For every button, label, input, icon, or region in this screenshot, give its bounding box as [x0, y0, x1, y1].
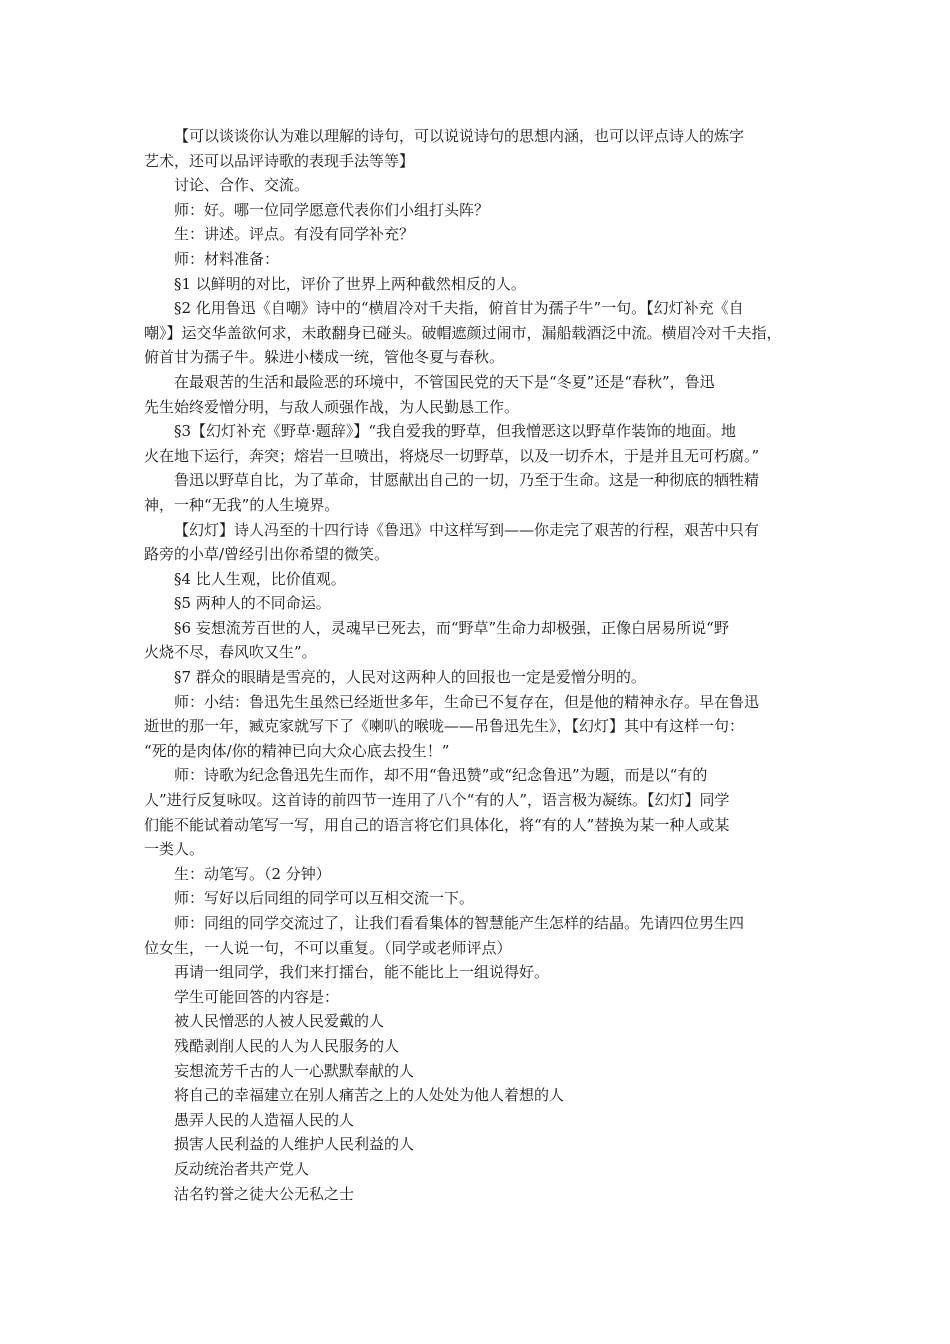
- paragraph: [174, 1108, 810, 1133]
- paragraph: [174, 591, 810, 616]
- paragraph: [174, 173, 810, 198]
- text-line: 【幻灯】诗人冯至的十四行诗《鲁迅》中这样写到——你走完了艰苦的行程，艰苦中只有: [174, 520, 760, 539]
- text-line: §3【幻灯补充《野草·题辞》】“我自爱我的野草，但我憎恶这以野草作装饰的地面。地: [174, 422, 736, 441]
- paragraph: [174, 862, 810, 887]
- paragraph: [174, 247, 810, 272]
- text-line: 路旁的小草/曾经引出你希望的微笑。: [144, 545, 390, 564]
- text-line: §6 妄想流芳百世的人，灵魂早已死去，而“野草”生命力却极强，正像白居易所说“野: [174, 618, 729, 637]
- text-line: §4 比人生观，比价值观。: [174, 569, 346, 588]
- text-line: 讨论、合作、交流。: [174, 176, 310, 195]
- text-line: 沽名钓誉之徒大公无私之士: [174, 1184, 355, 1203]
- paragraph: [174, 222, 810, 247]
- text-line: 师：诗歌为纪念鲁迅先生而作，却不用“鲁迅赞”或“纪念鲁迅”为题，而是以“有的: [174, 766, 708, 785]
- text-line: 师：小结：鲁迅先生虽然已经逝世多年，生命已不复存在，但是他的精神永存。早在鲁迅: [174, 692, 760, 711]
- text-line: 鲁迅以野草自比，为了革命，甘愿献出自己的一切，乃至于生命。这是一种彻底的牺牲精: [174, 471, 760, 490]
- text-line: 火在地下运行，奔突；熔岩一旦喷出，将烧尽一切野草，以及一切乔木，于是并且无可朽腐。”: [144, 446, 760, 465]
- text-line: 师：同组的同学交流过了，让我们看看集体的智慧能产生怎样的结晶。先请四位男生四: [174, 914, 745, 932]
- paragraph: [144, 911, 810, 960]
- text-line: 生：讲述。评点。有没有同学补充？: [174, 225, 415, 244]
- paragraph: [174, 1034, 810, 1059]
- text-line: 残酷剥削人民的人为人民服务的人: [174, 1036, 400, 1055]
- paragraph: [174, 1132, 810, 1157]
- paragraph: [144, 518, 810, 567]
- document-body: [144, 124, 810, 1206]
- text-line: 们能不能试着动笔写一写，用自己的语言将它们具体化，将“有的人”替换为某一种人或某: [144, 815, 730, 834]
- text-line: §7 群众的眼睛是雪亮的，人民对这两种人的回报也一定是爱憎分明的。: [174, 668, 646, 687]
- text-line: 将自己的幸福建立在别人痛苦之上的人处处为他人着想的人: [174, 1086, 565, 1105]
- text-line: 神，一种“无我”的人生境界。: [144, 495, 340, 514]
- text-line: §2 化用鲁迅《自嘲》诗中的“横眉冷对千夫指，俯首甘为孺子牛”一句。【幻灯补充《自: [174, 299, 744, 318]
- paragraph: [144, 296, 810, 370]
- paragraph: [174, 1009, 810, 1034]
- paragraph: [174, 198, 810, 223]
- text-line: 师：材料准备：: [174, 249, 280, 268]
- paragraph: [144, 690, 810, 764]
- text-line: 嘲》】运交华盖欲何求，未敢翻身已碰头。破帽遮颜过闹市，漏船载酒泛中流。横眉冷对千夫指，: [144, 323, 782, 342]
- paragraph: [174, 985, 810, 1010]
- text-line: 生：动笔写。（2 分钟）: [174, 864, 331, 883]
- paragraph: [174, 1157, 810, 1182]
- paragraph: [144, 124, 810, 173]
- paragraph: [174, 1083, 810, 1108]
- paragraph: [174, 886, 810, 911]
- paragraph: [174, 665, 810, 690]
- text-line: 火烧不尽，春风吹又生”。: [144, 643, 317, 662]
- text-line: 学生可能回答的内容是：: [174, 987, 340, 1006]
- text-line: 俯首甘为孺子牛。躲进小楼成一统，管他冬夏与春秋。: [144, 348, 505, 367]
- text-line: 位女生，一人说一句，不可以重复。（同学或老师评点）: [144, 938, 512, 957]
- text-line: §1 以鲜明的对比，评价了世界上两种截然相反的人。: [174, 274, 526, 293]
- paragraph: [144, 468, 810, 517]
- text-line: 愚弄人民的人造福人民的人: [174, 1110, 355, 1129]
- text-line: 在最艰苦的生活和最险恶的环境中，不管国民党的天下是“冬夏”还是“春秋”，鲁迅: [174, 372, 715, 391]
- paragraph: [144, 763, 810, 861]
- text-line: 先生始终爱憎分明，与敌人顽强作战，为人民勤恳工作。: [144, 397, 520, 416]
- text-line: 再请一组同学，我们来打擂台，能不能比上一组说得好。: [174, 963, 550, 982]
- text-line: “死的是肉体/你的精神已向大众心底去投生！”: [144, 741, 450, 760]
- text-line: 逝世的那一年，臧克家就写下了《喇叭的喉咙——吊鲁迅先生》，【幻灯】其中有这样一句：: [144, 717, 745, 736]
- text-line: 妄想流芳千古的人一心默默奉献的人: [174, 1061, 415, 1080]
- text-line: 人”进行反复咏叹。这首诗的前四节一连用了八个“有的人”，语言极为凝练。【幻灯】同学: [144, 791, 730, 810]
- paragraph: [144, 370, 810, 419]
- paragraph: [174, 1182, 810, 1207]
- paragraph: [144, 419, 810, 468]
- paragraph: [174, 1059, 810, 1084]
- text-line: 师：写好以后同组的同学可以互相交流一下。: [174, 889, 475, 908]
- text-line: 艺术，还可以品评诗歌的表现手法等等】: [144, 151, 415, 170]
- text-line: 被人民憎恶的人被人民爱戴的人: [174, 1012, 385, 1031]
- text-line: 一类人。: [144, 840, 205, 859]
- paragraph: [174, 960, 810, 985]
- paragraph: [144, 616, 810, 665]
- paragraph: [174, 567, 810, 592]
- text-line: §5 两种人的不同命运。: [174, 594, 331, 613]
- paragraph: [174, 272, 810, 297]
- text-line: 师：好。哪一位同学愿意代表你们小组打头阵？: [174, 200, 490, 219]
- text-line: 损害人民利益的人维护人民利益的人: [174, 1135, 415, 1154]
- text-line: 反动统治者共产党人: [174, 1159, 310, 1178]
- text-line: 【可以谈谈你认为难以理解的诗句，可以说说诗句的思想内涵，也可以评点诗人的炼字: [174, 127, 745, 145]
